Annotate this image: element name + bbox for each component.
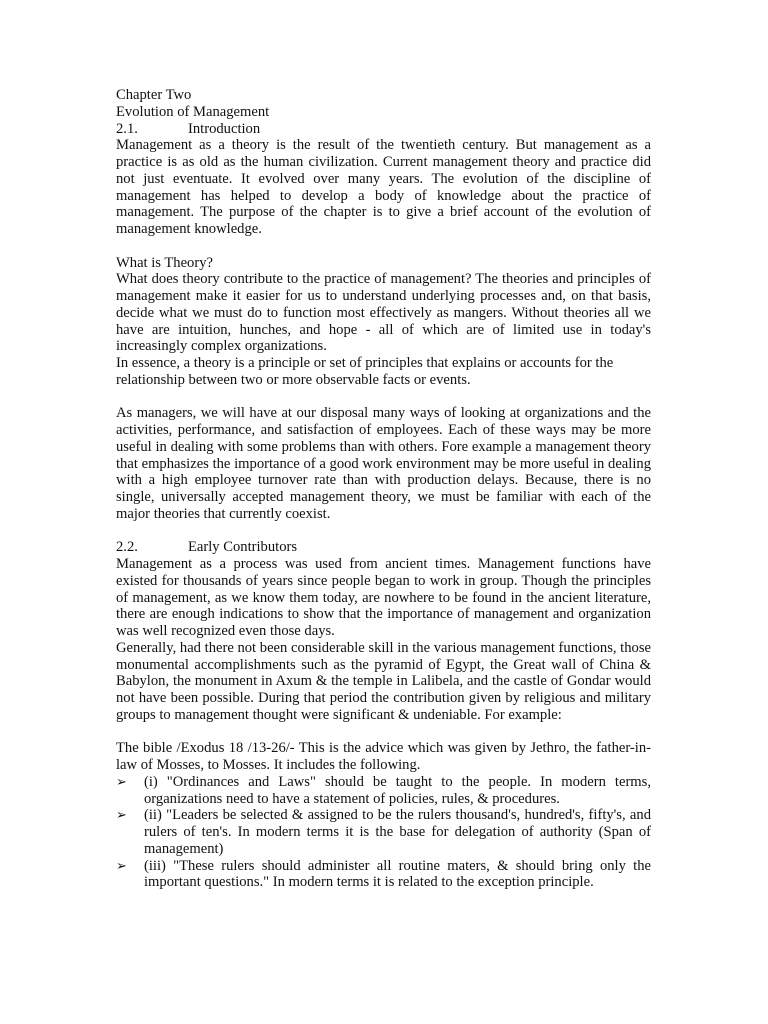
list-item	[116, 807, 651, 857]
list-item-text: (iii) "These rulers should administer all routine maters, & should bring only the important questions." In modern terms it is related to the exception principle.	[144, 857, 651, 891]
theory-heading: What is Theory?	[116, 254, 213, 271]
list-item-text: (i) "Ordinances and Laws" should be taught to the people. In modern terms, organizations need to have a statement of policies, rules, & procedures.	[144, 773, 651, 807]
section-number: 2.2.	[116, 539, 138, 556]
document-page	[116, 87, 651, 891]
section-heading-introduction	[116, 121, 651, 138]
arrow-bullet-icon: ➢	[116, 807, 127, 823]
spacer	[116, 389, 651, 406]
chapter-label: Chapter Two	[116, 87, 192, 103]
theory-paragraph-1: What does theory contribute to the practice of management? The theories and principles of management make it easier for us to understand underlying processes and, on that basis, decide what we must do to function most effectively as mangers. Without theories all we have are intuition, hunches, and hope - all of which are of limited use in today's increasingly complex organizations.	[116, 271, 651, 355]
arrow-bullet-icon: ➢	[116, 857, 127, 873]
list-item	[116, 774, 651, 808]
list-item	[116, 858, 651, 892]
early-contributors-paragraph-1: Management as a process was used from ancient times. Management functions have existed for thousands of years since people began to work in group. Though the principles of management, as we know them today, are nowhere to be found in the ancient literature, there are enough indications to show that the importance of management and organization was well recognized even those days.	[116, 556, 651, 639]
section-heading-early-contributors	[116, 539, 651, 556]
bullet-list	[116, 774, 651, 891]
chapter-title: Evolution of Management	[116, 103, 270, 120]
spacer	[116, 238, 651, 255]
bible-paragraph: The bible /Exodus 18 /13-26/- This is the advice which was given by Jethro, the father-in-law of Mosses, to Mosses. It includes the following.	[116, 740, 651, 773]
early-contributors-paragraph-2: Generally, had there not been considerable skill in the various management functions, those monumental accomplishments such as the pyramid of Egypt, the Great wall of China & Babylon, the monument in Axum & the temple in Lalibela, and the castle of Gondar would not have been possible. During that period the contribution given by religious and military groups to management thought were significant & undeniable. For example:	[116, 639, 651, 723]
introduction-paragraph: Management as a theory is the result of the twentieth century. But management as a practice is as old as the human civilization. Current management theory and practice did not just eventuate. It evolved over many years. The evolution of the discipline of management has helped to develop a body of knowledge about the practice of management. The purpose of the chapter is to give a brief account of the evolution of management knowledge.	[116, 137, 651, 237]
section-title: Introduction	[188, 120, 261, 137]
section-title: Early Contributors	[188, 539, 298, 556]
section-number: 2.1.	[116, 120, 138, 137]
spacer	[116, 724, 651, 741]
arrow-bullet-icon: ➢	[116, 773, 127, 789]
list-item-text: (ii) "Leaders be selected & assigned to be the rulers thousand's, hundred's, fifty's, and rulers of ten's. In modern terms it is the base for delegation of authority (Span of management)	[144, 807, 651, 857]
theory-paragraph-2: In essence, a theory is a principle or set of principles that explains or accounts for the relationship between two or more observable facts or events.	[116, 355, 614, 388]
theory-paragraph-3: As managers, we will have at our disposal many ways of looking at organizations and the activities, performance, and satisfaction of employees. Each of these ways may be more useful in dealing with some problems than with others. Fore example a management theory that emphasizes the importance of a good work environment may be more useful in dealing with a high employee turnover rate than with production delays. Because, there is no single, universally accepted management theory, we must be familiar with each of the major theories that currently coexist.	[116, 405, 651, 522]
spacer	[116, 523, 651, 540]
